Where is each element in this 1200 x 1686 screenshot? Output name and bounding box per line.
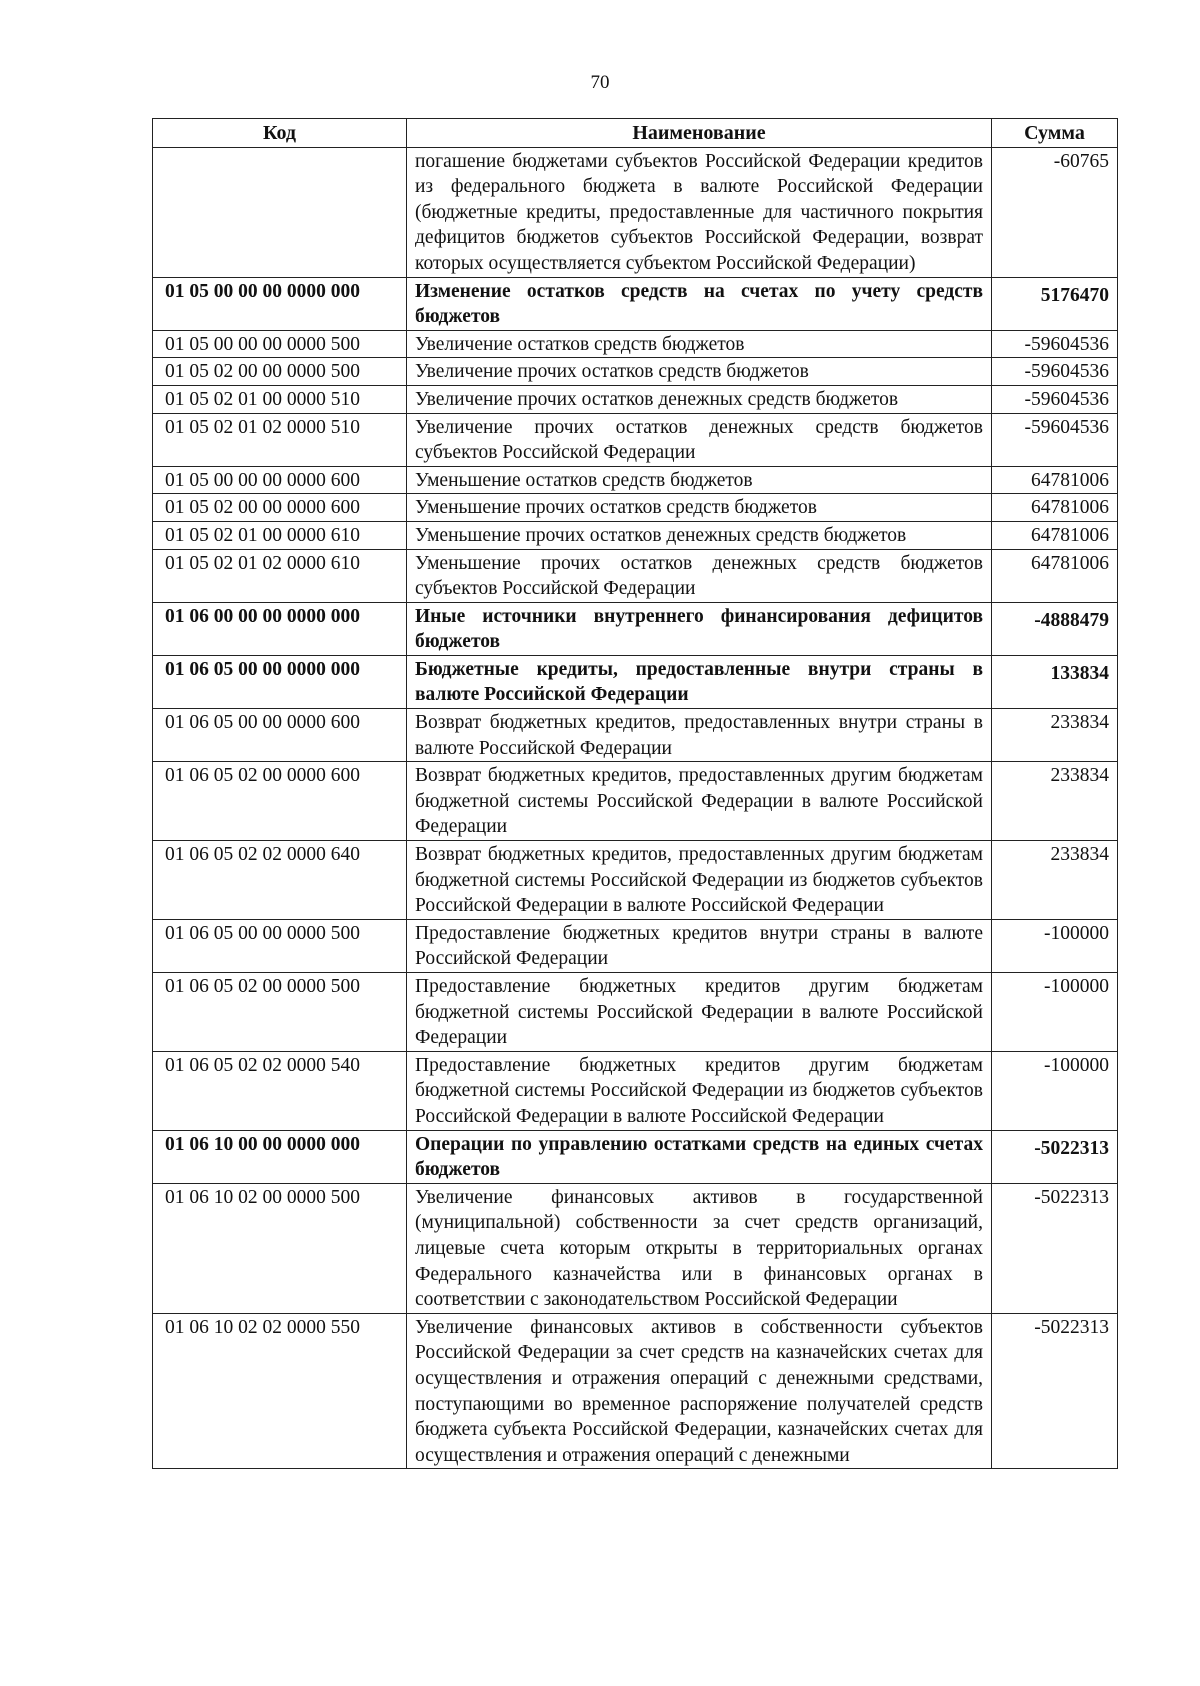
row-code-cell: 01 06 00 00 00 0000 000 <box>153 602 407 655</box>
row-sum-cell: 233834 <box>992 709 1118 762</box>
row-sum-cell: 64781006 <box>992 549 1118 602</box>
row-code-cell: 01 05 02 00 00 0000 500 <box>153 358 407 386</box>
row-name-cell: Увеличение финансовых активов в собственности субъектов Российской Федерации за счет средств на казначейских счетах для осуществления и отражения операций с денежными средствами, поступающими во временное распоряжение получателей средств бюджета субъекта Российской Федерации, казначейских счетах для осуществления и отражения операций с денежными <box>407 1313 992 1469</box>
row-code-cell: 01 05 00 00 00 0000 600 <box>153 466 407 494</box>
header-name: Наименование <box>407 119 992 148</box>
row-code-cell: 01 06 10 00 00 0000 000 <box>153 1130 407 1183</box>
row-name-cell: Увеличение прочих остатков денежных средств бюджетов субъектов Российской Федерации <box>407 413 992 466</box>
row-name-cell: Возврат бюджетных кредитов, предоставленных другим бюджетам бюджетной системы Российской Федерации из бюджетов субъектов Российской Федерации в валюте Российской Федерации <box>407 841 992 920</box>
row-sum-cell: -60765 <box>992 147 1118 277</box>
table-row <box>153 602 1118 655</box>
table-row <box>153 762 1118 841</box>
page-number: 70 <box>590 72 610 93</box>
row-code-cell: 01 05 02 00 00 0000 600 <box>153 494 407 522</box>
row-code-cell: 01 05 00 00 00 0000 500 <box>153 330 407 358</box>
row-sum-cell: -59604536 <box>992 358 1118 386</box>
row-code-cell: 01 05 02 01 00 0000 510 <box>153 385 407 413</box>
row-code-cell: 01 06 05 02 00 0000 500 <box>153 973 407 1052</box>
row-code-cell: 01 06 05 00 00 0000 000 <box>153 655 407 708</box>
table-row <box>153 1313 1118 1469</box>
row-sum-cell: 64781006 <box>992 521 1118 549</box>
table-body <box>153 147 1118 1469</box>
table-row <box>153 147 1118 277</box>
row-sum-cell: -100000 <box>992 1051 1118 1130</box>
row-code-cell: 01 05 02 01 02 0000 610 <box>153 549 407 602</box>
row-name-cell: Уменьшение прочих остатков средств бюджетов <box>407 494 992 522</box>
row-code-cell: 01 06 10 02 00 0000 500 <box>153 1183 407 1313</box>
row-name-cell: Операции по управлению остатками средств на единых счетах бюджетов <box>407 1130 992 1183</box>
table-row <box>153 1183 1118 1313</box>
row-name-cell: погашение бюджетами субъектов Российской Федерации кредитов из федерального бюджета в валюте Российской Федерации (бюджетные кредиты, предоставленные для частичного покрытия дефицитов бюджетов субъектов Российской Федерации, возврат которых осуществляется субъектом Российской Федерации) <box>407 147 992 277</box>
table-row <box>153 385 1118 413</box>
row-code-cell: 01 06 05 00 00 0000 500 <box>153 919 407 972</box>
row-code-cell: 01 06 05 02 00 0000 600 <box>153 762 407 841</box>
table-row <box>153 919 1118 972</box>
row-code-cell: 01 06 10 02 02 0000 550 <box>153 1313 407 1469</box>
table-row <box>153 330 1118 358</box>
row-sum-cell: 64781006 <box>992 466 1118 494</box>
row-sum-cell: -5022313 <box>992 1183 1118 1313</box>
row-sum-cell: -100000 <box>992 919 1118 972</box>
row-name-cell: Увеличение прочих остатков средств бюджетов <box>407 358 992 386</box>
table-row <box>153 277 1118 330</box>
row-name-cell: Уменьшение прочих остатков денежных средств бюджетов <box>407 521 992 549</box>
row-code-cell: 01 06 05 02 02 0000 640 <box>153 841 407 920</box>
row-name-cell: Возврат бюджетных кредитов, предоставленных другим бюджетам бюджетной системы Российской Федерации в валюте Российской Федерации <box>407 762 992 841</box>
table-row <box>153 709 1118 762</box>
table-row <box>153 1130 1118 1183</box>
row-name-cell: Возврат бюджетных кредитов, предоставленных внутри страны в валюте Российской Федерации <box>407 709 992 762</box>
row-sum-cell: -59604536 <box>992 330 1118 358</box>
budget-sources-table <box>152 118 1118 1469</box>
row-sum-cell: -4888479 <box>992 602 1118 655</box>
table-row <box>153 466 1118 494</box>
table-row <box>153 413 1118 466</box>
row-sum-cell: 5176470 <box>992 277 1118 330</box>
row-sum-cell: 133834 <box>992 655 1118 708</box>
header-code: Код <box>153 119 407 148</box>
row-sum-cell: -59604536 <box>992 385 1118 413</box>
row-code-cell: 01 06 05 00 00 0000 600 <box>153 709 407 762</box>
table-row <box>153 549 1118 602</box>
row-name-cell: Бюджетные кредиты, предоставленные внутри страны в валюте Российской Федерации <box>407 655 992 708</box>
header-sum: Сумма <box>992 119 1118 148</box>
row-sum-cell: 233834 <box>992 841 1118 920</box>
row-name-cell: Уменьшение прочих остатков денежных средств бюджетов субъектов Российской Федерации <box>407 549 992 602</box>
table-row <box>153 655 1118 708</box>
table-row <box>153 1051 1118 1130</box>
table-header-row <box>153 119 1118 148</box>
row-name-cell: Увеличение финансовых активов в государственной (муниципальной) собственности за счет средств организаций, лицевые счета которым открыты в территориальных органах Федерального казначейства или в финансовых органах в соответствии с законодательством Российской Федерации <box>407 1183 992 1313</box>
row-name-cell: Изменение остатков средств на счетах по учету средств бюджетов <box>407 277 992 330</box>
row-code-cell: 01 05 00 00 00 0000 000 <box>153 277 407 330</box>
row-code-cell: 01 05 02 01 00 0000 610 <box>153 521 407 549</box>
table-row <box>153 521 1118 549</box>
row-sum-cell: 64781006 <box>992 494 1118 522</box>
row-name-cell: Предоставление бюджетных кредитов другим бюджетам бюджетной системы Российской Федерации в валюте Российской Федерации <box>407 973 992 1052</box>
row-code-cell <box>153 147 407 277</box>
table-row <box>153 494 1118 522</box>
table-row <box>153 973 1118 1052</box>
row-sum-cell: -5022313 <box>992 1313 1118 1469</box>
row-name-cell: Уменьшение остатков средств бюджетов <box>407 466 992 494</box>
row-name-cell: Увеличение остатков средств бюджетов <box>407 330 992 358</box>
row-sum-cell: -5022313 <box>992 1130 1118 1183</box>
row-name-cell: Увеличение прочих остатков денежных средств бюджетов <box>407 385 992 413</box>
row-code-cell: 01 05 02 01 02 0000 510 <box>153 413 407 466</box>
row-name-cell: Иные источники внутреннего финансирования дефицитов бюджетов <box>407 602 992 655</box>
row-sum-cell: -59604536 <box>992 413 1118 466</box>
table-row <box>153 841 1118 920</box>
row-name-cell: Предоставление бюджетных кредитов внутри страны в валюте Российской Федерации <box>407 919 992 972</box>
table-row <box>153 358 1118 386</box>
row-code-cell: 01 06 05 02 02 0000 540 <box>153 1051 407 1130</box>
row-name-cell: Предоставление бюджетных кредитов другим бюджетам бюджетной системы Российской Федерации из бюджетов субъектов Российской Федерации в валюте Российской Федерации <box>407 1051 992 1130</box>
row-sum-cell: -100000 <box>992 973 1118 1052</box>
row-sum-cell: 233834 <box>992 762 1118 841</box>
